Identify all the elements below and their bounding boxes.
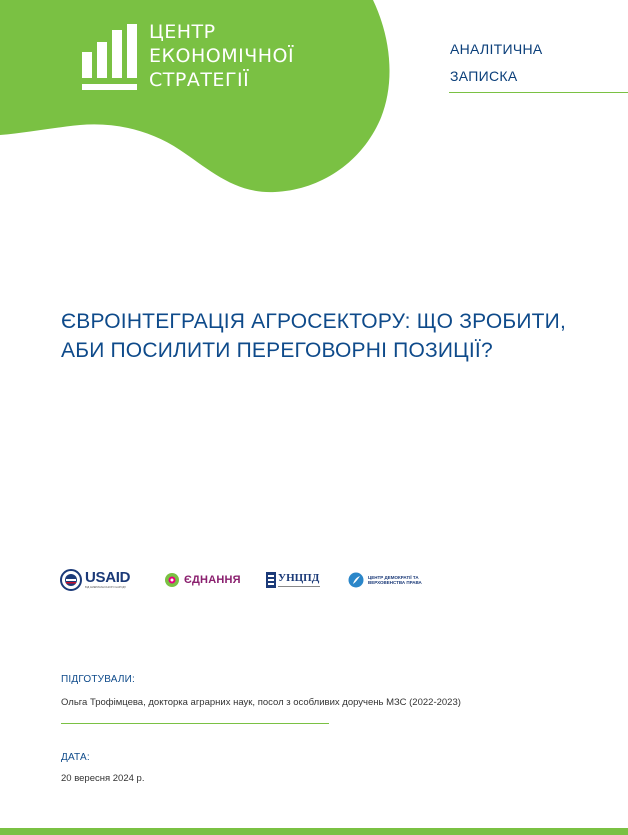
- author-text: Ольга Трофімцева, докторка аграрних наук, посол з особливих доручень МЗС (2022-2023): [61, 697, 461, 708]
- usaid-seal-icon: [60, 569, 82, 591]
- logo-line-3: СТРАТЕГІЇ: [149, 69, 250, 91]
- date-value: 20 вересня 2024 р.: [61, 773, 145, 784]
- usaid-logo: [60, 568, 136, 592]
- document-title: [61, 307, 581, 365]
- ednannia-logo: [164, 568, 244, 592]
- ednannia-wordmark: ЄДНАННЯ: [184, 574, 241, 586]
- organization-logo-text: [149, 20, 294, 92]
- prepared-by-label: ПІДГОТУВАЛИ:: [61, 674, 135, 685]
- ucipr-logo: [266, 568, 326, 592]
- document-type-line-1: АНАЛІТИЧНА: [450, 41, 543, 57]
- cdrl-logo: [348, 568, 440, 592]
- partner-logos: [60, 568, 440, 592]
- logo-line-2: ЕКОНОМІЧНОЇ: [149, 45, 295, 67]
- document-type-divider: [449, 92, 628, 93]
- ucipr-underline: [278, 586, 320, 587]
- ucipr-emblem-icon: [266, 572, 276, 588]
- footer-green-bar: [0, 828, 628, 835]
- cdrl-name-line-2: ВЕРХОВЕНСТВА ПРАВА: [368, 580, 422, 585]
- title-line-1: ЄВРОІНТЕГРАЦІЯ АГРОСЕКТОРУ: ЩО ЗРОБИТИ,: [61, 310, 566, 333]
- document-type-line-2: ЗАПИСКА: [450, 68, 518, 84]
- usaid-tagline: ВІД АМЕРИКАНСЬКОГО НАРОДУ: [85, 586, 126, 590]
- usaid-wordmark: USAID: [85, 569, 131, 587]
- cdrl-name-line-1: ЦЕНТР ДЕМОКРАТІЇ ТА: [368, 574, 419, 580]
- ednannia-flower-icon: [164, 572, 180, 588]
- logo-line-1: ЦЕНТР: [149, 21, 216, 43]
- logo-bar-chart-icon: [82, 24, 138, 94]
- title-line-2: АБИ ПОСИЛИТИ ПЕРЕГОВОРНІ ПОЗИЦІЇ?: [61, 339, 493, 362]
- date-label: ДАТА:: [61, 752, 90, 763]
- section-divider: [61, 723, 329, 724]
- cdrl-emblem-icon: [348, 572, 364, 588]
- document-type: [450, 36, 543, 90]
- ucipr-wordmark: УНЦПД: [278, 572, 320, 584]
